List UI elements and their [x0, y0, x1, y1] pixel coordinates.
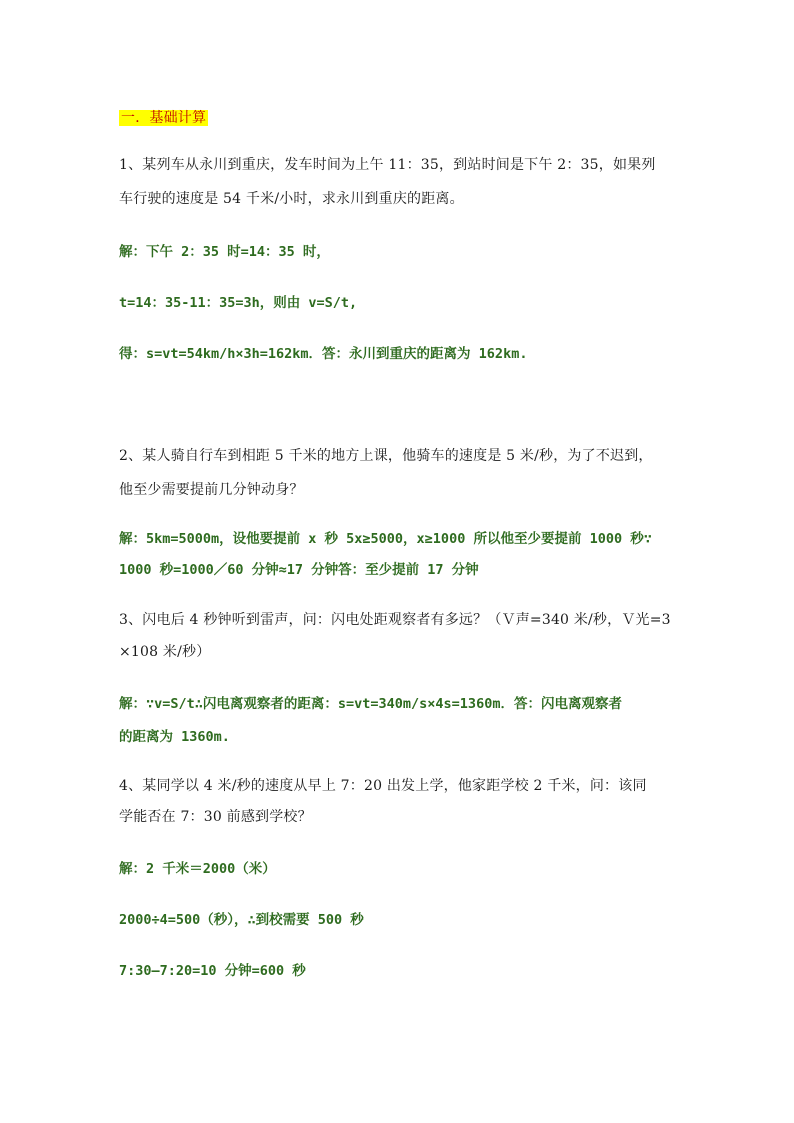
- problem-2-question-line-1: 2、某人骑自行车到相距 5 千米的地方上课，他骑车的速度是 5 米/秒，为了不迟到，: [119, 448, 653, 464]
- section-heading: 一．基础计算: [121, 110, 207, 126]
- problem-1-answer-line-3: 得：s=vt=54km/h×3h=162km．答：永川到重庆的距离为 162km.: [119, 346, 528, 362]
- problem-2-answer-line-2: 1000 秒=1000／60 分钟≈17 分钟答：至少提前 17 分钟: [119, 562, 479, 578]
- problem-1-question-line-1: 1、某列车从永川到重庆，发车时间为上午 11：35，到站时间是下午 2：35，如果列: [119, 157, 656, 173]
- problem-3-question-line-2: ×108 米/秒）: [119, 644, 211, 660]
- problem-3-question-line-1: 3、闪电后 4 秒钟听到雷声，问：闪电处距观察者有多远？（Ｖ声=340 米/秒，Ｖ光=3: [119, 612, 671, 628]
- problem-2-question-line-2: 他至少需要提前几分钟动身？: [119, 482, 304, 498]
- problem-1-question-line-2: 车行驶的速度是 54 千米/小时，求永川到重庆的距离。: [119, 191, 464, 207]
- problem-1-answer-line-2: t=14：35-11：35=3h，则由 v=S/t,: [119, 295, 358, 311]
- problem-1-answer-line-1: 解：下午 2：35 时=14：35 时，: [119, 244, 330, 260]
- problem-4-question-line-2: 学能否在 7：30 前感到学校？: [119, 809, 312, 825]
- problem-4-question-line-1: 4、某同学以 4 米/秒的速度从早上 7：20 出发上学，他家距学校 2 千米，问：该同: [119, 778, 647, 794]
- problem-4-answer-line-3: 7:30—7:20=10 分钟=600 秒: [119, 963, 306, 979]
- section-heading-line: [119, 108, 208, 128]
- problem-3-answer-line-2: 的距离为 1360m.: [119, 729, 230, 745]
- problem-4-answer-line-2: 2000÷4=500（秒），∴到校需要 500 秒: [119, 912, 364, 928]
- problem-4-answer-line-1: 解：2 千米＝2000（米）: [119, 861, 276, 877]
- problem-3-answer-line-1: 解：∵v=S/t∴闪电离观察者的距离：s=vt=340m/s×4s=1360m．答：闪电离观察者: [119, 696, 622, 712]
- problem-2-answer-line-1: 解：5km=5000m，设他要提前 x 秒 5x≥5000，x≥1000 所以他至少要提前 1000 秒∵: [119, 531, 652, 547]
